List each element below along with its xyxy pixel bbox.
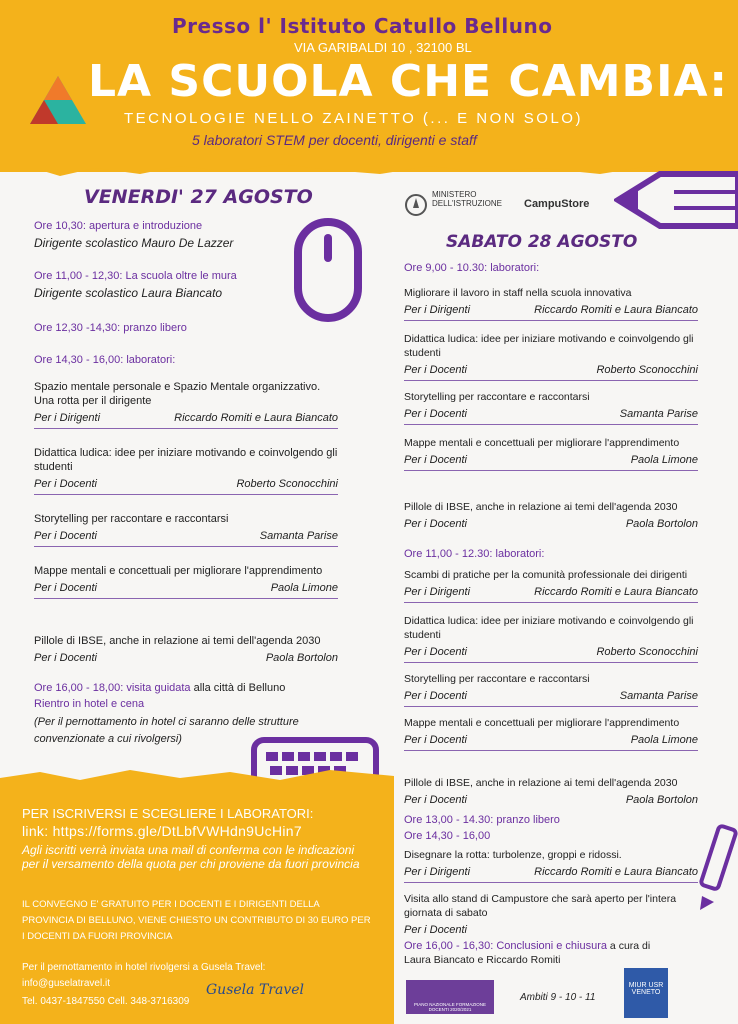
lab-item xyxy=(34,634,338,664)
lab-title: Mappe mentali e concettuali per migliorare l'apprendimento xyxy=(404,437,680,449)
lab-item xyxy=(34,564,338,599)
ambiti-label: Ambiti 9 - 10 - 11 xyxy=(520,992,596,1003)
time-label: Ore 10,30: apertura e introduzione xyxy=(34,220,203,232)
usr-veneto-logo xyxy=(624,968,668,1018)
lab-item xyxy=(404,672,698,707)
lab-item xyxy=(404,614,698,663)
contact-email[interactable]: info@guselatravel.it xyxy=(22,978,110,989)
lab-meta xyxy=(34,652,338,664)
labs-label: Ore 14,30 - 16,00: laboratori: xyxy=(34,354,176,366)
visit-block xyxy=(34,682,344,748)
closing-people: Laura Biancato e Riccardo Romiti xyxy=(404,954,561,966)
lab-target: Per i Dirigenti xyxy=(404,304,471,316)
visit-meta xyxy=(404,924,698,936)
lab-meta xyxy=(404,454,698,466)
lab-speaker: Roberto Sconocchini xyxy=(236,478,338,490)
campustore-logo: CampuStore xyxy=(524,198,590,210)
speaker: Dirigente scolastico Laura Biancato xyxy=(34,286,223,300)
lab-meta xyxy=(34,582,338,594)
lab-item xyxy=(404,390,698,425)
lunch-label: Ore 12,30 -14,30: pranzo libero xyxy=(34,322,187,334)
lab-item xyxy=(404,286,698,321)
hotel-info: Per il pernottamento in hotel rivolgersi a Gusela Travel: xyxy=(22,962,266,973)
lab-item xyxy=(404,848,698,883)
visit-target: Per i Docenti xyxy=(404,924,467,936)
lab-target: Per i Dirigenti xyxy=(34,412,101,424)
lab-target: Per i Docenti xyxy=(404,408,467,420)
lunch-label: Ore 13,00 - 14.30: pranzo libero xyxy=(404,814,560,826)
closing-rest: a cura di xyxy=(607,940,651,952)
visit-rest: alla città di Belluno xyxy=(190,682,286,694)
lab-meta xyxy=(34,412,338,424)
gusela-travel-logo: Gusela Travel xyxy=(206,982,304,998)
registration-link[interactable]: link: https://forms.gle/DtLbfVWHdn9UcHin7 xyxy=(22,823,302,839)
closing-block xyxy=(404,940,704,966)
slot2-label: Ore 11,00 - 12.30: laboratori: xyxy=(404,548,545,560)
lab-title: Didattica ludica: idee per iniziare motivando e coinvolgendo gli studenti xyxy=(404,333,694,359)
lab-meta xyxy=(34,478,338,490)
lab-target: Per i Docenti xyxy=(34,652,97,664)
lab-meta xyxy=(34,530,338,542)
lab-speaker: Paola Bortolon xyxy=(625,794,698,806)
lab-speaker: Riccardo Romiti e Laura Biancato xyxy=(534,866,698,878)
lab-speaker: Roberto Sconocchini xyxy=(596,364,698,376)
ministero-emblem-icon xyxy=(404,192,428,218)
lab-item xyxy=(34,512,338,547)
pen-icon xyxy=(694,822,738,912)
tagline: 5 laboratori STEM per docenti, dirigenti e staff xyxy=(192,132,477,148)
lab-meta xyxy=(404,364,698,376)
lab-speaker: Roberto Sconocchini xyxy=(596,646,698,658)
lab-speaker: Paola Bortolon xyxy=(625,518,698,530)
lab-title: Storytelling per raccontare e raccontarsi xyxy=(34,513,229,525)
lab-item xyxy=(34,380,338,429)
lab-speaker: Paola Limone xyxy=(630,734,698,746)
visit-time: Ore 16,00 - 18,00: visita guidata xyxy=(34,682,191,694)
lab-title: Disegnare la rotta: turbolenze, groppi e ridossi. xyxy=(404,849,622,861)
lab-meta xyxy=(404,866,698,878)
lab-target: Per i Docenti xyxy=(34,582,97,594)
lab-speaker: Samanta Parise xyxy=(619,690,698,702)
lab-item xyxy=(404,716,698,751)
slot1-label: Ore 9,00 - 10.30: laboratori: xyxy=(404,262,540,274)
lab-target: Per i Docenti xyxy=(404,690,467,702)
speaker: Dirigente scolastico Mauro De Lazzer xyxy=(34,236,234,250)
lab-item xyxy=(404,436,698,471)
lab-title: Migliorare il lavoro in staff nella scuola innovativa xyxy=(404,287,632,299)
usr-text: MIUR USR VENETO xyxy=(628,982,664,996)
lab-meta xyxy=(404,794,698,806)
lab-title: Storytelling per raccontare e raccontarsi xyxy=(404,391,590,403)
visit-item xyxy=(404,892,698,936)
hotel-note: (Per il pernottamento in hotel ci saranno delle strutture convenzionate a cui rivolgersi) xyxy=(34,716,299,745)
pencil-icon xyxy=(614,160,738,240)
lab-title: Storytelling per raccontare e raccontarsi xyxy=(404,673,590,685)
lab-target: Per i Docenti xyxy=(404,518,467,530)
item-talk xyxy=(34,270,334,300)
lab-target: Per i Docenti xyxy=(404,646,467,658)
lab-title: Mappe mentali e concettuali per migliorare l'apprendimento xyxy=(404,717,680,729)
lab-target: Per i Dirigenti xyxy=(404,586,471,598)
lab-meta xyxy=(404,304,698,316)
slot3-label: Ore 14,30 - 16,00 xyxy=(404,830,491,842)
lab-speaker: Riccardo Romiti e Laura Biancato xyxy=(534,586,698,598)
day-saturday: SABATO 28 AGOSTO xyxy=(446,232,638,252)
time-label: Ore 11,00 - 12,30: La scuola oltre le mura xyxy=(34,270,237,282)
contact-phone: Tel. 0437-1847550 Cell. 348-3716309 xyxy=(22,996,190,1007)
return-label: Rientro in hotel e cena xyxy=(34,698,145,710)
closing-time: Ore 16,00 - 16,30: Conclusioni e chiusura xyxy=(404,940,608,952)
lab-title: Pillole di IBSE, anche in relazione ai temi dell'agenda 2030 xyxy=(34,635,321,647)
lab-speaker: Paola Limone xyxy=(630,454,698,466)
visit-title: Visita allo stand di Campustore che sarà aperto per l'intera giornata di sabato xyxy=(404,893,677,919)
lab-title: Didattica ludica: idee per iniziare motivando e coinvolgendo gli studenti xyxy=(34,447,338,473)
lab-speaker: Samanta Parise xyxy=(619,408,698,420)
visit-line xyxy=(34,682,344,694)
lab-speaker: Riccardo Romiti e Laura Biancato xyxy=(534,304,698,316)
lab-speaker: Riccardo Romiti e Laura Biancato xyxy=(174,412,338,424)
item-opening xyxy=(34,220,334,250)
main-title: LA SCUOLA CHE CAMBIA: xyxy=(88,56,728,107)
lab-target: Per i Docenti xyxy=(404,794,467,806)
day-friday: VENERDI' 27 AGOSTO xyxy=(84,186,313,208)
lab-target: Per i Docenti xyxy=(404,454,467,466)
subtitle: TECNOLOGIE NELLO ZAINETTO (... E NON SOLO) xyxy=(124,110,583,127)
lab-title: Pillole di IBSE, anche in relazione ai temi dell'agenda 2030 xyxy=(404,777,678,789)
fee-note: IL CONVEGNO E' GRATUITO PER I DOCENTI E I DIRIGENTI DELLA PROVINCIA DI BELLUNO, VIENE CHIESTO UN CONTRIBUTO DI 30 EURO PER I DOCENTI DA FUORI PROVINCIA xyxy=(22,899,371,942)
ministero-logo-text: MINISTERO DELL'ISTRUZIONE xyxy=(432,190,502,208)
venue-title: Presso l' Istituto Catullo Belluno xyxy=(172,14,553,38)
lab-meta xyxy=(404,734,698,746)
lab-title: Pillole di IBSE, anche in relazione ai temi dell'agenda 2030 xyxy=(404,501,678,513)
lab-meta xyxy=(404,408,698,420)
registration-heading: PER ISCRIVERSI E SCEGLIERE I LABORATORI: xyxy=(22,806,314,821)
lab-target: Per i Docenti xyxy=(404,364,467,376)
lab-target: Per i Docenti xyxy=(34,478,97,490)
lab-title: Mappe mentali e concettuali per migliorare l'apprendimento xyxy=(34,565,323,577)
lab-title: Didattica ludica: idee per iniziare motivando e coinvolgendo gli studenti xyxy=(404,615,694,641)
lab-speaker: Paola Limone xyxy=(270,582,338,594)
lab-item xyxy=(404,500,698,530)
venue-address: VIA GARIBALDI 10 , 32100 BL xyxy=(294,40,472,55)
lab-meta xyxy=(404,518,698,530)
lab-speaker: Samanta Parise xyxy=(259,530,338,542)
lab-item xyxy=(34,446,338,495)
registration-note: Agli iscritti verrà inviata una mail di conferma con le indicazioni per il versamento della quota per chi proviene da fuori provincia xyxy=(22,843,360,871)
pnf-logo: PIANO NAZIONALE FORMAZIONE DOCENTI 2020/2021 xyxy=(406,980,494,1014)
lab-target: Per i Docenti xyxy=(404,734,467,746)
lab-title: Spazio mentale personale e Spazio Mentale organizzativo. Una rotta per il dirigente xyxy=(34,381,321,407)
lab-title: Scambi di pratiche per la comunità professionale dei dirigenti xyxy=(404,569,688,581)
lab-speaker: Paola Bortolon xyxy=(265,652,338,664)
lab-target: Per i Docenti xyxy=(34,530,97,542)
lab-item xyxy=(404,332,698,381)
closing-line xyxy=(404,940,704,952)
lab-meta xyxy=(404,586,698,598)
lab-target: Per i Dirigenti xyxy=(404,866,471,878)
lab-item xyxy=(404,776,698,806)
lab-meta xyxy=(404,646,698,658)
lab-item xyxy=(404,568,698,603)
lab-meta xyxy=(404,690,698,702)
triangle-logo-icon xyxy=(28,74,88,126)
